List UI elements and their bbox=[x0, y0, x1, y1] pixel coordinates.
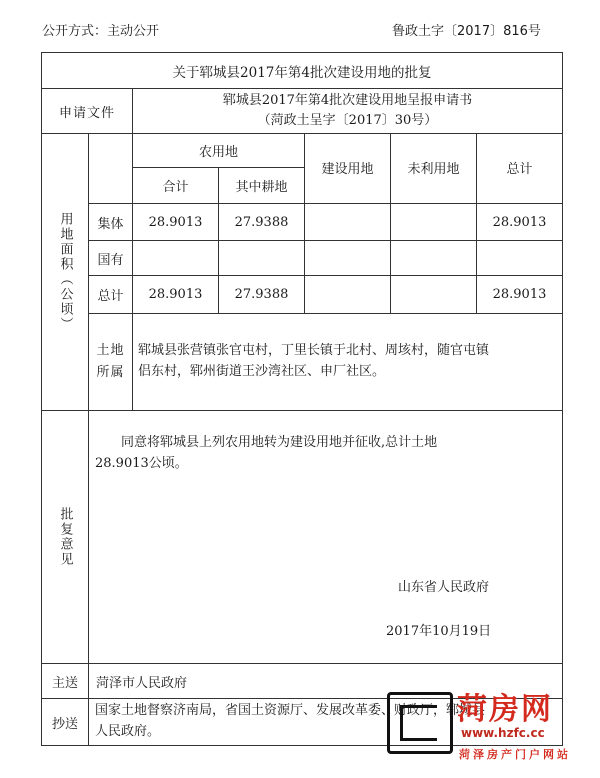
cell-state-total bbox=[477, 241, 562, 275]
row-label-state: 国有 bbox=[97, 252, 124, 268]
approval-line-2: 28.9013公顷。 bbox=[95, 456, 188, 471]
application-document bbox=[133, 91, 562, 131]
cell-collective-unused bbox=[391, 204, 476, 240]
row-label-total: 总计 bbox=[97, 289, 124, 304]
cc-line-2: 人民政府。 bbox=[95, 724, 161, 739]
watermark-url: www.hzfc.cc bbox=[461, 726, 545, 740]
approval-text bbox=[95, 432, 555, 474]
site-logo-icon bbox=[387, 692, 453, 754]
cell-state-subtotal bbox=[133, 241, 218, 275]
land-area-label: 用地面积（公顷） bbox=[57, 212, 73, 332]
main-recipient-label: 主送 bbox=[51, 675, 78, 691]
watermark-name: 菏房网 bbox=[457, 692, 553, 727]
col-subtotal: 合计 bbox=[162, 180, 189, 195]
row-label-collective: 集体 bbox=[97, 216, 124, 232]
cell-state-unused bbox=[391, 241, 476, 275]
cell-collective-total: 28.9013 bbox=[492, 214, 547, 230]
cell-state-construction bbox=[305, 241, 390, 275]
col-total: 总计 bbox=[506, 162, 533, 177]
application-line-2: （菏政土呈字〔2017〕30号） bbox=[257, 113, 438, 128]
site-watermark bbox=[387, 684, 592, 772]
disclosure-method: 公开方式：主动公开 bbox=[42, 24, 160, 39]
cc-label: 抄送 bbox=[51, 716, 78, 732]
watermark-slogan: 菏泽房产门户网站 bbox=[459, 748, 571, 761]
ownership-label: 土地所属 bbox=[96, 343, 125, 380]
col-unused: 未利用地 bbox=[407, 162, 460, 177]
issuer: 山东省人民政府 bbox=[398, 580, 490, 595]
application-line-1: 郓城县2017年第4批次建设用地呈报申请书 bbox=[222, 93, 473, 108]
approval-date: 2017年10月19日 bbox=[386, 624, 492, 639]
col-cultivated: 其中耕地 bbox=[235, 180, 288, 195]
ownership-text bbox=[138, 340, 560, 382]
document-number: 鲁政土字〔2017〕816号 bbox=[392, 24, 541, 39]
document-title: 关于郓城县2017年第4批次建设用地的批复 bbox=[172, 64, 432, 81]
cell-state-cultivated bbox=[219, 241, 304, 275]
cell-collective-cultivated: 27.9388 bbox=[234, 214, 289, 230]
approval-label: 批复意见 bbox=[57, 507, 73, 567]
cell-total-total: 28.9013 bbox=[492, 287, 547, 302]
cc-line-1: 国家土地督察济南局，省国土资源厅、发展改革委、财政厅，郓城县 bbox=[95, 703, 486, 718]
cell-collective-construction bbox=[305, 204, 390, 240]
col-farmland: 农用地 bbox=[198, 145, 238, 160]
cell-total-construction bbox=[305, 276, 390, 313]
application-label: 申请文件 bbox=[58, 105, 115, 121]
cell-total-unused bbox=[391, 276, 476, 313]
cell-collective-subtotal: 28.9013 bbox=[148, 214, 203, 230]
cell-total-subtotal: 28.9013 bbox=[148, 287, 203, 302]
col-construction: 建设用地 bbox=[321, 162, 374, 177]
ownership-line-2: 侣东村，郓州街道王沙湾社区、申厂社区。 bbox=[138, 364, 386, 379]
approval-line-1: 同意将郓城县上列农用地转为建设用地并征收,总计土地 bbox=[121, 435, 438, 450]
main-recipient-value: 菏泽市人民政府 bbox=[96, 676, 188, 691]
cell-total-cultivated: 27.9388 bbox=[234, 287, 289, 302]
ownership-line-1: 郓城县张营镇张官屯村，丁里长镇于北村、周垓村，随官屯镇 bbox=[138, 343, 490, 358]
